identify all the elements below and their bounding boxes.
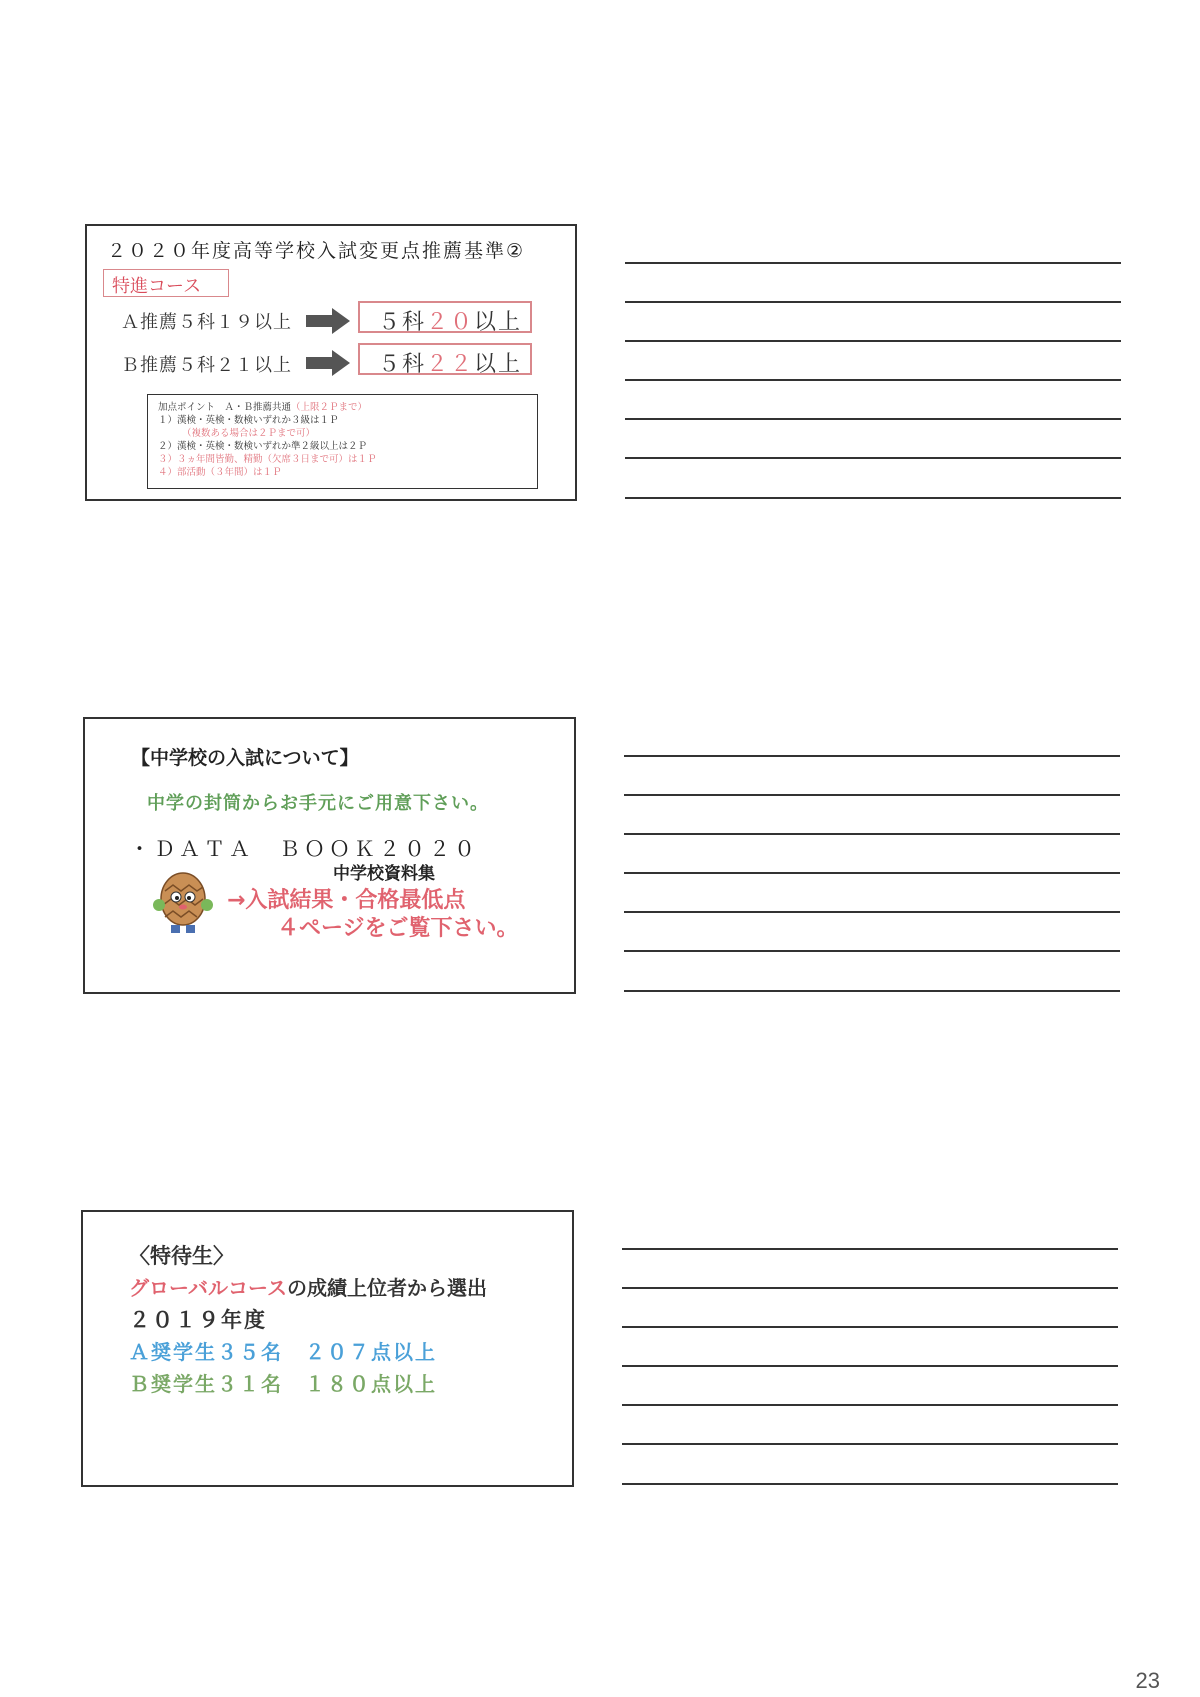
right-arrow-icon: [306, 350, 350, 376]
bonus-points-box: [147, 394, 538, 489]
year-label: ２０１９年度: [129, 1308, 267, 1332]
bonus-item-3: ３）３ヵ年間皆勤、精勤（欠席３日まで可）は１Ｐ: [158, 454, 377, 465]
note-line: [624, 794, 1120, 796]
note-line: [622, 1404, 1118, 1406]
note-line: [624, 755, 1120, 757]
slide-3: [81, 1210, 574, 1487]
recommendation-b-label: Ｂ推薦５科２１以上: [121, 355, 292, 376]
note-line: [625, 418, 1121, 420]
note-line: [624, 872, 1120, 874]
course-label-box: [103, 269, 229, 297]
bonus-heading-text: 加点ポイント Ａ・Ｂ推薦共通: [158, 402, 292, 413]
bonus-points-heading: [158, 399, 367, 413]
recommendation-b-result: [358, 343, 532, 375]
notes-lines-3: [622, 1248, 1118, 1488]
bonus-item-1: １）漢検・英検・数検いずれか３級は１Ｐ: [158, 415, 339, 426]
page-reference-text: ４ページをご覧下さい。: [277, 916, 519, 941]
note-line: [624, 911, 1120, 913]
slide-1: [85, 224, 577, 501]
note-line: [622, 1443, 1118, 1445]
note-line: [625, 262, 1121, 264]
result-suffix: 以上: [474, 310, 523, 335]
result-suffix: 以上: [474, 352, 523, 377]
bonus-item-2: ２）漢検・英検・数検いずれか準２級以上は２Ｐ: [158, 441, 368, 452]
page-number: 23: [1135, 1668, 1160, 1693]
note-line: [622, 1326, 1118, 1328]
slide-2: [83, 717, 576, 994]
right-arrow-icon: [306, 308, 350, 334]
selection-line: [129, 1272, 487, 1301]
note-line: [625, 301, 1121, 303]
note-line: [622, 1248, 1118, 1250]
notes-lines-2: [624, 755, 1120, 995]
instruction-text: 中学の封筒からお手元にご用意下さい。: [147, 793, 489, 814]
notes-lines-1: [625, 262, 1121, 502]
result-prefix: ５科: [378, 352, 427, 377]
note-line: [622, 1483, 1118, 1485]
bonus-item-1-note: （複数ある場合は２Ｐまで可）: [182, 428, 316, 439]
course-label: 特進コース: [112, 276, 202, 297]
note-line: [622, 1287, 1118, 1289]
note-line: [624, 833, 1120, 835]
slide-heading: 【中学校の入試について】: [131, 747, 359, 769]
note-line: [625, 457, 1121, 459]
note-line: [625, 497, 1121, 499]
pinecone-mascot-icon: [151, 869, 215, 939]
global-course-name: グローバルコース: [129, 1276, 287, 1300]
results-link-text: →入試結果・合格最低点: [227, 888, 466, 913]
result-prefix: ５科: [378, 310, 427, 335]
recommendation-a-result: [358, 301, 532, 333]
note-line: [625, 340, 1121, 342]
data-book-title: ・ＤＡＴＡ ＢＯＯＫ２０２０: [129, 837, 479, 861]
note-line: [624, 990, 1120, 992]
bonus-item-4: ４）部活動（３年間）は１Ｐ: [158, 467, 282, 478]
note-line: [625, 379, 1121, 381]
result-number: ２０: [426, 310, 475, 335]
data-book-subtitle: 中学校資料集: [333, 864, 435, 884]
scholarship-a-line: Ａ奨学生３５名 ２０７点以上: [129, 1340, 437, 1364]
result-number: ２２: [426, 352, 475, 377]
bonus-heading-note: （上限２Ｐまで）: [291, 402, 368, 413]
recommendation-a-label: Ａ推薦５科１９以上: [121, 312, 292, 333]
slide-title: ２０２０年度高等学校入試変更点推薦基準②: [107, 240, 526, 262]
selection-text: の成績上位者から選出: [287, 1276, 487, 1300]
scholarship-b-line: Ｂ奨学生３１名 １８０点以上: [129, 1372, 437, 1396]
scholarship-title: 〈特待生〉: [129, 1244, 234, 1268]
note-line: [624, 950, 1120, 952]
note-line: [622, 1365, 1118, 1367]
